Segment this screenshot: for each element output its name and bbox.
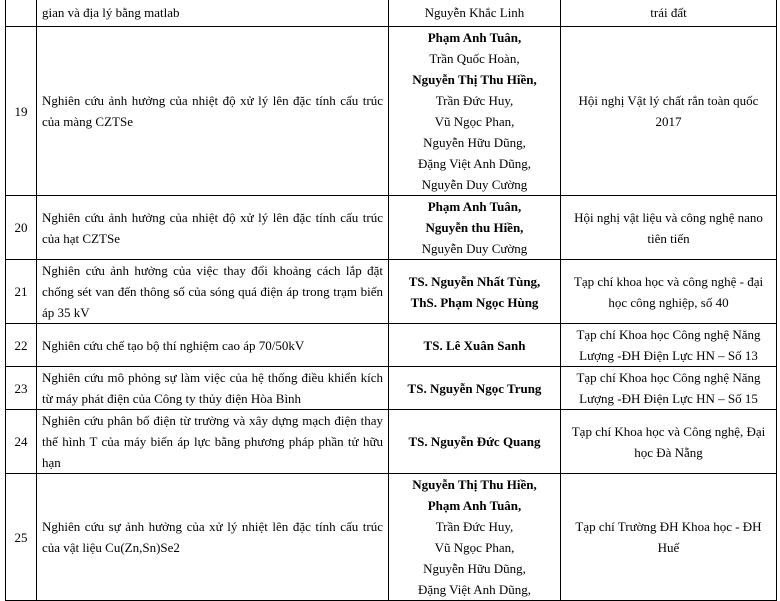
paper-title: Nghiên cứu chế tạo bộ thí nghiệm cao áp 70/50kV xyxy=(37,324,389,367)
table-row xyxy=(6,410,777,474)
table-row xyxy=(6,27,777,196)
author-name: Nguyễn Thị Thu Hiền, xyxy=(412,72,537,87)
row-number: 24 xyxy=(6,410,37,474)
row-number: 22 xyxy=(6,324,37,367)
venue-cell: Tạp chí khoa học và công nghệ - đại học công nghiệp, số 40 xyxy=(561,260,777,324)
authors-cell xyxy=(389,27,561,196)
authors-cell xyxy=(389,260,561,324)
venue-cell: Hội nghị vật liệu và công nghệ nano tiên tiến xyxy=(561,196,777,260)
author-name: Nguyễn Thị Thu Hiền, xyxy=(412,477,537,492)
author-name: Vũ Ngọc Phan, xyxy=(434,540,515,555)
authors-cell xyxy=(389,410,561,474)
author-name: TS. Lê Xuân Sanh xyxy=(423,337,526,353)
author-name: Đặng Việt Anh Dũng, xyxy=(417,156,532,171)
row-number: 20 xyxy=(6,196,37,260)
author-name: Phạm Anh Tuân, xyxy=(427,498,522,513)
row-number: 19 xyxy=(6,27,37,196)
paper-title: Nghiên cứu ảnh hưởng của việc thay đổi khoảng cách lắp đặt chống sét van đến thông số của sóng quá điện áp trong trạm biến áp 35 kV xyxy=(37,260,389,324)
author-name: TS. Nguyễn Đức Quang xyxy=(408,434,541,449)
author-name: Trần Đức Huy, xyxy=(435,519,514,534)
paper-title: Nghiên cứu mô phỏng sự làm việc của hệ thống điều khiển kích từ máy phát điện của Công ty thủy điện Hòa Bình xyxy=(37,367,389,410)
author-name: TS. Nguyễn Ngọc Trung xyxy=(407,380,542,396)
author-name: Phạm Anh Tuân, xyxy=(427,199,522,214)
publications-table-body xyxy=(6,0,777,601)
table-row xyxy=(6,0,777,27)
table-row xyxy=(6,196,777,260)
table-row xyxy=(6,324,777,367)
author-name: Trần Quốc Hoàn, xyxy=(429,51,520,66)
author-name: Nguyễn Duy Cường xyxy=(421,177,528,192)
author-name: Phạm Anh Tuân, xyxy=(427,30,522,45)
paper-title: Nghiên cứu ảnh hưởng của nhiệt độ xử lý lên đặc tính cấu trúc của màng CZTSe xyxy=(37,27,389,196)
author-name: Trần Đức Huy, xyxy=(435,93,514,108)
table-row xyxy=(6,474,777,601)
authors-cell xyxy=(389,324,561,367)
paper-title: Nghiên cứu ảnh hưởng của nhiệt độ xử lý lên đặc tính cấu trúc của hạt CZTSe xyxy=(37,196,389,260)
venue-cell: Hội nghị Vật lý chất rắn toàn quốc 2017 xyxy=(561,27,777,196)
paper-title: gian và địa lý bằng matlab xyxy=(37,0,389,27)
authors-cell xyxy=(389,367,561,410)
publications-table xyxy=(5,0,777,601)
author-name: Vũ Ngọc Phan, xyxy=(434,114,515,129)
venue-cell: Tạp chí Khoa học Công nghệ Năng Lượng -ĐH Điện Lực HN – Số 13 xyxy=(561,324,777,367)
venue-cell: Tạp chí Trường ĐH Khoa học - ĐH Huế xyxy=(561,474,777,601)
author-name: Nguyễn Duy Cường xyxy=(421,241,528,256)
author-name: TS. Nguyễn Nhất Tùng, xyxy=(408,273,541,289)
author-name: Nguyễn Hữu Dũng, xyxy=(423,135,526,150)
author-name: Nguyễn Hữu Dũng, xyxy=(423,561,526,576)
row-number: 21 xyxy=(6,260,37,324)
paper-title: Nghiên cứu sự ảnh hưởng của xử lý nhiệt lên đặc tính cấu trúc của vật liệu Cu(Zn,Sn)Se2 xyxy=(37,474,389,601)
author-name: Nguyễn Khắc Linh xyxy=(424,5,525,20)
table-row xyxy=(6,260,777,324)
authors-cell xyxy=(389,196,561,260)
row-number: 23 xyxy=(6,367,37,410)
authors-cell xyxy=(389,0,561,27)
author-name: Nguyễn thu Hiền, xyxy=(425,220,524,235)
venue-cell: trái đất xyxy=(561,0,777,27)
author-name: Đặng Việt Anh Dũng, xyxy=(417,582,532,597)
author-name: ThS. Phạm Ngọc Hùng xyxy=(410,294,539,310)
venue-cell: Tạp chí Khoa học và Công nghệ, Đại học Đà Nẵng xyxy=(561,410,777,474)
venue-cell: Tạp chí Khoa học Công nghệ Năng Lượng -ĐH Điện Lực HN – Số 15 xyxy=(561,367,777,410)
paper-title: Nghiên cứu phân bố điện từ trường và xây dựng mạch điện thay thế hình T của máy biến áp lực bằng phương pháp phần tử hữu hạn xyxy=(37,410,389,474)
authors-cell xyxy=(389,474,561,601)
row-number xyxy=(6,0,37,27)
table-row xyxy=(6,367,777,410)
row-number: 25 xyxy=(6,474,37,601)
